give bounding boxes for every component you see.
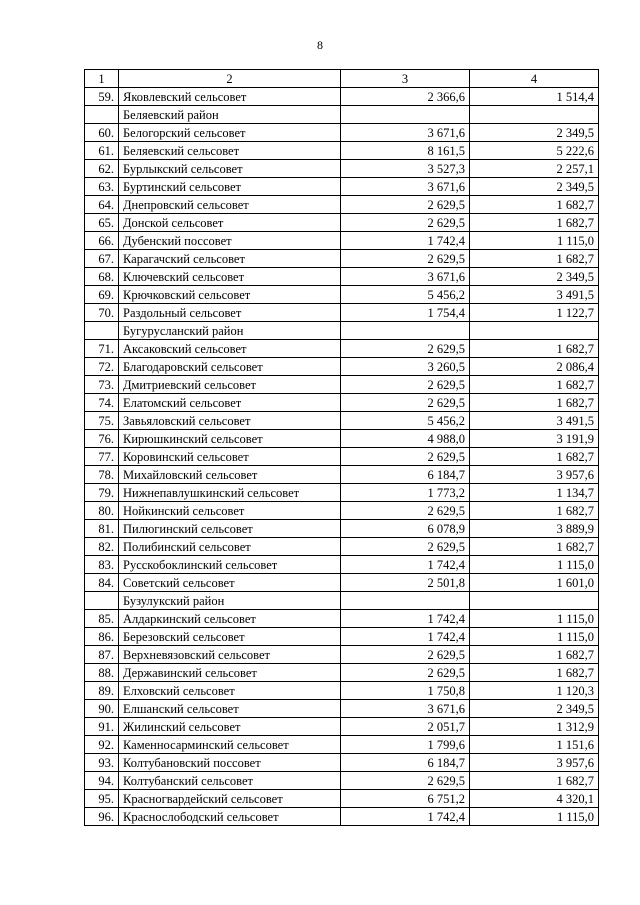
column-3-value-cell: 2 629,5 (341, 394, 470, 412)
row-number-cell: 87. (85, 646, 119, 664)
settlement-name-cell: Краснослободский сельсовет (119, 808, 341, 826)
settlement-name-cell: Березовский сельсовет (119, 628, 341, 646)
settlement-name-cell: Крючковский сельсовет (119, 286, 341, 304)
table-row (85, 250, 599, 268)
row-number-cell: 64. (85, 196, 119, 214)
row-number-cell: 90. (85, 700, 119, 718)
settlement-name-cell: Дмитриевский сельсовет (119, 376, 341, 394)
row-number-cell: 69. (85, 286, 119, 304)
column-4-value-cell: 1 682,7 (470, 376, 599, 394)
column-3-value-cell: 2 629,5 (341, 772, 470, 790)
column-4-value-cell: 2 086,4 (470, 358, 599, 376)
column-4-value-cell: 1 682,7 (470, 664, 599, 682)
table-row (85, 610, 599, 628)
empty-cell (341, 106, 470, 124)
empty-cell (85, 106, 119, 124)
column-4-value-cell: 1 122,7 (470, 304, 599, 322)
settlement-name-cell: Полибинский сельсовет (119, 538, 341, 556)
column-4-value-cell: 1 115,0 (470, 808, 599, 826)
row-number-cell: 89. (85, 682, 119, 700)
table-row (85, 214, 599, 232)
column-4-value-cell: 1 115,0 (470, 628, 599, 646)
column-4-value-cell: 1 682,7 (470, 214, 599, 232)
column-4-value-cell: 1 120,3 (470, 682, 599, 700)
settlement-name-cell: Беляевский сельсовет (119, 142, 341, 160)
table-row (85, 160, 599, 178)
row-number-cell: 94. (85, 772, 119, 790)
empty-cell (85, 322, 119, 340)
row-number-cell: 76. (85, 430, 119, 448)
column-3-value-cell: 3 671,6 (341, 268, 470, 286)
row-number-cell: 61. (85, 142, 119, 160)
settlement-name-cell: Елатомский сельсовет (119, 394, 341, 412)
district-name: Бузулукский район (119, 592, 341, 610)
district-name: Бугурусланский район (119, 322, 341, 340)
settlement-name-cell: Михайловский сельсовет (119, 466, 341, 484)
table-row (85, 808, 599, 826)
table-row (85, 394, 599, 412)
allocation-table (84, 69, 599, 826)
settlement-name-cell: Каменносарминский сельсовет (119, 736, 341, 754)
settlement-name-cell: Дубенский поссовет (119, 232, 341, 250)
row-number-cell: 95. (85, 790, 119, 808)
column-4-value-cell: 1 682,7 (470, 538, 599, 556)
table-row (85, 484, 599, 502)
empty-cell (341, 322, 470, 340)
column-3-value-cell: 5 456,2 (341, 412, 470, 430)
column-3-value-cell: 4 988,0 (341, 430, 470, 448)
column-3-value-cell: 2 501,8 (341, 574, 470, 592)
column-4-value-cell: 1 682,7 (470, 772, 599, 790)
column-3-value-cell: 5 456,2 (341, 286, 470, 304)
table-row (85, 268, 599, 286)
column-4-value-cell: 2 257,1 (470, 160, 599, 178)
row-number-cell: 59. (85, 88, 119, 106)
empty-cell (470, 322, 599, 340)
table-row (85, 556, 599, 574)
column-4-value-cell: 1 312,9 (470, 718, 599, 736)
column-4-value-cell: 1 682,7 (470, 340, 599, 358)
column-3-value-cell: 2 629,5 (341, 448, 470, 466)
table-row (85, 646, 599, 664)
row-number-cell: 85. (85, 610, 119, 628)
row-number-cell: 63. (85, 178, 119, 196)
table-row (85, 754, 599, 772)
column-3-value-cell: 1 773,2 (341, 484, 470, 502)
row-number-cell: 82. (85, 538, 119, 556)
table-row (85, 736, 599, 754)
column-3-value-cell: 2 051,7 (341, 718, 470, 736)
settlement-name-cell: Елховский сельсовет (119, 682, 341, 700)
table-row (85, 376, 599, 394)
column-header-2: 2 (119, 70, 341, 88)
column-3-value-cell: 6 751,2 (341, 790, 470, 808)
column-3-value-cell: 6 184,7 (341, 754, 470, 772)
table-row (85, 340, 599, 358)
column-3-value-cell: 6 078,9 (341, 520, 470, 538)
column-4-value-cell: 1 682,7 (470, 394, 599, 412)
column-3-value-cell: 1 742,4 (341, 628, 470, 646)
row-number-cell: 73. (85, 376, 119, 394)
column-3-value-cell: 2 629,5 (341, 250, 470, 268)
table-row (85, 700, 599, 718)
settlement-name-cell: Белогорский сельсовет (119, 124, 341, 142)
settlement-name-cell: Коровинский сельсовет (119, 448, 341, 466)
row-number-cell: 60. (85, 124, 119, 142)
table-row (85, 682, 599, 700)
table-row (85, 520, 599, 538)
table-row (85, 664, 599, 682)
table-row (85, 538, 599, 556)
settlement-name-cell: Раздольный сельсовет (119, 304, 341, 322)
column-3-value-cell: 2 366,6 (341, 88, 470, 106)
settlement-name-cell: Аксаковский сельсовет (119, 340, 341, 358)
row-number-cell: 75. (85, 412, 119, 430)
settlement-name-cell: Завьяловский сельсовет (119, 412, 341, 430)
settlement-name-cell: Нойкинский сельсовет (119, 502, 341, 520)
row-number-cell: 71. (85, 340, 119, 358)
settlement-name-cell: Русскобоклинский сельсовет (119, 556, 341, 574)
settlement-name-cell: Буртинский сельсовет (119, 178, 341, 196)
row-number-cell: 81. (85, 520, 119, 538)
column-4-value-cell: 2 349,5 (470, 700, 599, 718)
table-row (85, 502, 599, 520)
column-header-1: 1 (85, 70, 119, 88)
row-number-cell: 70. (85, 304, 119, 322)
district-header-row (85, 592, 599, 610)
column-3-value-cell: 1 742,4 (341, 610, 470, 628)
table-row (85, 124, 599, 142)
settlement-name-cell: Днепровский сельсовет (119, 196, 341, 214)
table-row (85, 358, 599, 376)
settlement-name-cell: Карагачский сельсовет (119, 250, 341, 268)
column-3-value-cell: 2 629,5 (341, 376, 470, 394)
table-row (85, 142, 599, 160)
settlement-name-cell: Советский сельсовет (119, 574, 341, 592)
column-3-value-cell: 1 799,6 (341, 736, 470, 754)
column-3-value-cell: 2 629,5 (341, 340, 470, 358)
empty-cell (341, 592, 470, 610)
empty-cell (470, 592, 599, 610)
column-4-value-cell: 2 349,5 (470, 268, 599, 286)
column-3-value-cell: 3 527,3 (341, 160, 470, 178)
settlement-name-cell: Нижнепавлушкинский сельсовет (119, 484, 341, 502)
column-4-value-cell: 1 682,7 (470, 250, 599, 268)
column-3-value-cell: 2 629,5 (341, 646, 470, 664)
column-4-value-cell: 3 191,9 (470, 430, 599, 448)
column-header-4: 4 (470, 70, 599, 88)
column-4-value-cell: 3 889,9 (470, 520, 599, 538)
table-row (85, 286, 599, 304)
table-row (85, 466, 599, 484)
settlement-name-cell: Державинский сельсовет (119, 664, 341, 682)
column-3-value-cell: 3 260,5 (341, 358, 470, 376)
table-row (85, 628, 599, 646)
table-row (85, 304, 599, 322)
settlement-name-cell: Верхневязовский сельсовет (119, 646, 341, 664)
row-number-cell: 74. (85, 394, 119, 412)
row-number-cell: 77. (85, 448, 119, 466)
row-number-cell: 78. (85, 466, 119, 484)
settlement-name-cell: Красногвардейский сельсовет (119, 790, 341, 808)
column-3-value-cell: 1 742,4 (341, 808, 470, 826)
settlement-name-cell: Кирюшкинский сельсовет (119, 430, 341, 448)
column-3-value-cell: 3 671,6 (341, 124, 470, 142)
row-number-cell: 83. (85, 556, 119, 574)
column-3-value-cell: 6 184,7 (341, 466, 470, 484)
column-4-value-cell: 3 491,5 (470, 412, 599, 430)
row-number-cell: 86. (85, 628, 119, 646)
column-3-value-cell: 2 629,5 (341, 196, 470, 214)
column-4-value-cell: 1 115,0 (470, 610, 599, 628)
table-row (85, 88, 599, 106)
column-4-value-cell: 1 682,7 (470, 646, 599, 664)
column-3-value-cell: 2 629,5 (341, 502, 470, 520)
settlement-name-cell: Колтубановский поссовет (119, 754, 341, 772)
column-3-value-cell: 1 742,4 (341, 232, 470, 250)
district-header-row (85, 106, 599, 124)
column-3-value-cell: 1 750,8 (341, 682, 470, 700)
row-number-cell: 93. (85, 754, 119, 772)
row-number-cell: 91. (85, 718, 119, 736)
settlement-name-cell: Колтубанский сельсовет (119, 772, 341, 790)
row-number-cell: 80. (85, 502, 119, 520)
column-3-value-cell: 3 671,6 (341, 700, 470, 718)
row-number-cell: 62. (85, 160, 119, 178)
page-number: 8 (317, 38, 323, 52)
row-number-cell: 68. (85, 268, 119, 286)
table-body (85, 70, 599, 826)
column-3-value-cell: 2 629,5 (341, 538, 470, 556)
row-number-cell: 96. (85, 808, 119, 826)
table-row (85, 412, 599, 430)
column-4-value-cell: 1 115,0 (470, 232, 599, 250)
table-row (85, 232, 599, 250)
row-number-cell: 88. (85, 664, 119, 682)
column-3-value-cell: 2 629,5 (341, 664, 470, 682)
row-number-cell: 84. (85, 574, 119, 592)
column-3-value-cell: 8 161,5 (341, 142, 470, 160)
column-4-value-cell: 1 682,7 (470, 196, 599, 214)
row-number-cell: 67. (85, 250, 119, 268)
district-name: Беляевский район (119, 106, 341, 124)
column-4-value-cell: 1 682,7 (470, 502, 599, 520)
column-4-value-cell: 3 957,6 (470, 754, 599, 772)
table-row (85, 790, 599, 808)
column-4-value-cell: 2 349,5 (470, 178, 599, 196)
column-3-value-cell: 2 629,5 (341, 214, 470, 232)
table-row (85, 448, 599, 466)
row-number-cell: 66. (85, 232, 119, 250)
column-3-value-cell: 1 742,4 (341, 556, 470, 574)
column-3-value-cell: 3 671,6 (341, 178, 470, 196)
settlement-name-cell: Яковлевский сельсовет (119, 88, 341, 106)
column-4-value-cell: 1 151,6 (470, 736, 599, 754)
settlement-name-cell: Елшанский сельсовет (119, 700, 341, 718)
column-3-value-cell: 1 754,4 (341, 304, 470, 322)
settlement-name-cell: Жилинский сельсовет (119, 718, 341, 736)
column-4-value-cell: 1 134,7 (470, 484, 599, 502)
district-header-row (85, 322, 599, 340)
column-4-value-cell: 1 115,0 (470, 556, 599, 574)
table-row (85, 574, 599, 592)
row-number-cell: 79. (85, 484, 119, 502)
column-4-value-cell: 2 349,5 (470, 124, 599, 142)
settlement-name-cell: Донской сельсовет (119, 214, 341, 232)
settlement-name-cell: Алдаркинский сельсовет (119, 610, 341, 628)
column-4-value-cell: 3 491,5 (470, 286, 599, 304)
table-row (85, 772, 599, 790)
table-row (85, 178, 599, 196)
column-4-value-cell: 1 601,0 (470, 574, 599, 592)
row-number-cell: 92. (85, 736, 119, 754)
column-4-value-cell: 5 222,6 (470, 142, 599, 160)
settlement-name-cell: Бурлыкский сельсовет (119, 160, 341, 178)
row-number-cell: 72. (85, 358, 119, 376)
column-4-value-cell: 3 957,6 (470, 466, 599, 484)
row-number-cell: 65. (85, 214, 119, 232)
column-4-value-cell: 1 514,4 (470, 88, 599, 106)
table-row (85, 196, 599, 214)
settlement-name-cell: Благодаровский сельсовет (119, 358, 341, 376)
empty-cell (470, 106, 599, 124)
empty-cell (85, 592, 119, 610)
column-4-value-cell: 4 320,1 (470, 790, 599, 808)
table-header-row (85, 70, 599, 88)
column-header-3: 3 (341, 70, 470, 88)
table-row (85, 430, 599, 448)
settlement-name-cell: Ключевский сельсовет (119, 268, 341, 286)
table-row (85, 718, 599, 736)
column-4-value-cell: 1 682,7 (470, 448, 599, 466)
settlement-name-cell: Пилюгинский сельсовет (119, 520, 341, 538)
